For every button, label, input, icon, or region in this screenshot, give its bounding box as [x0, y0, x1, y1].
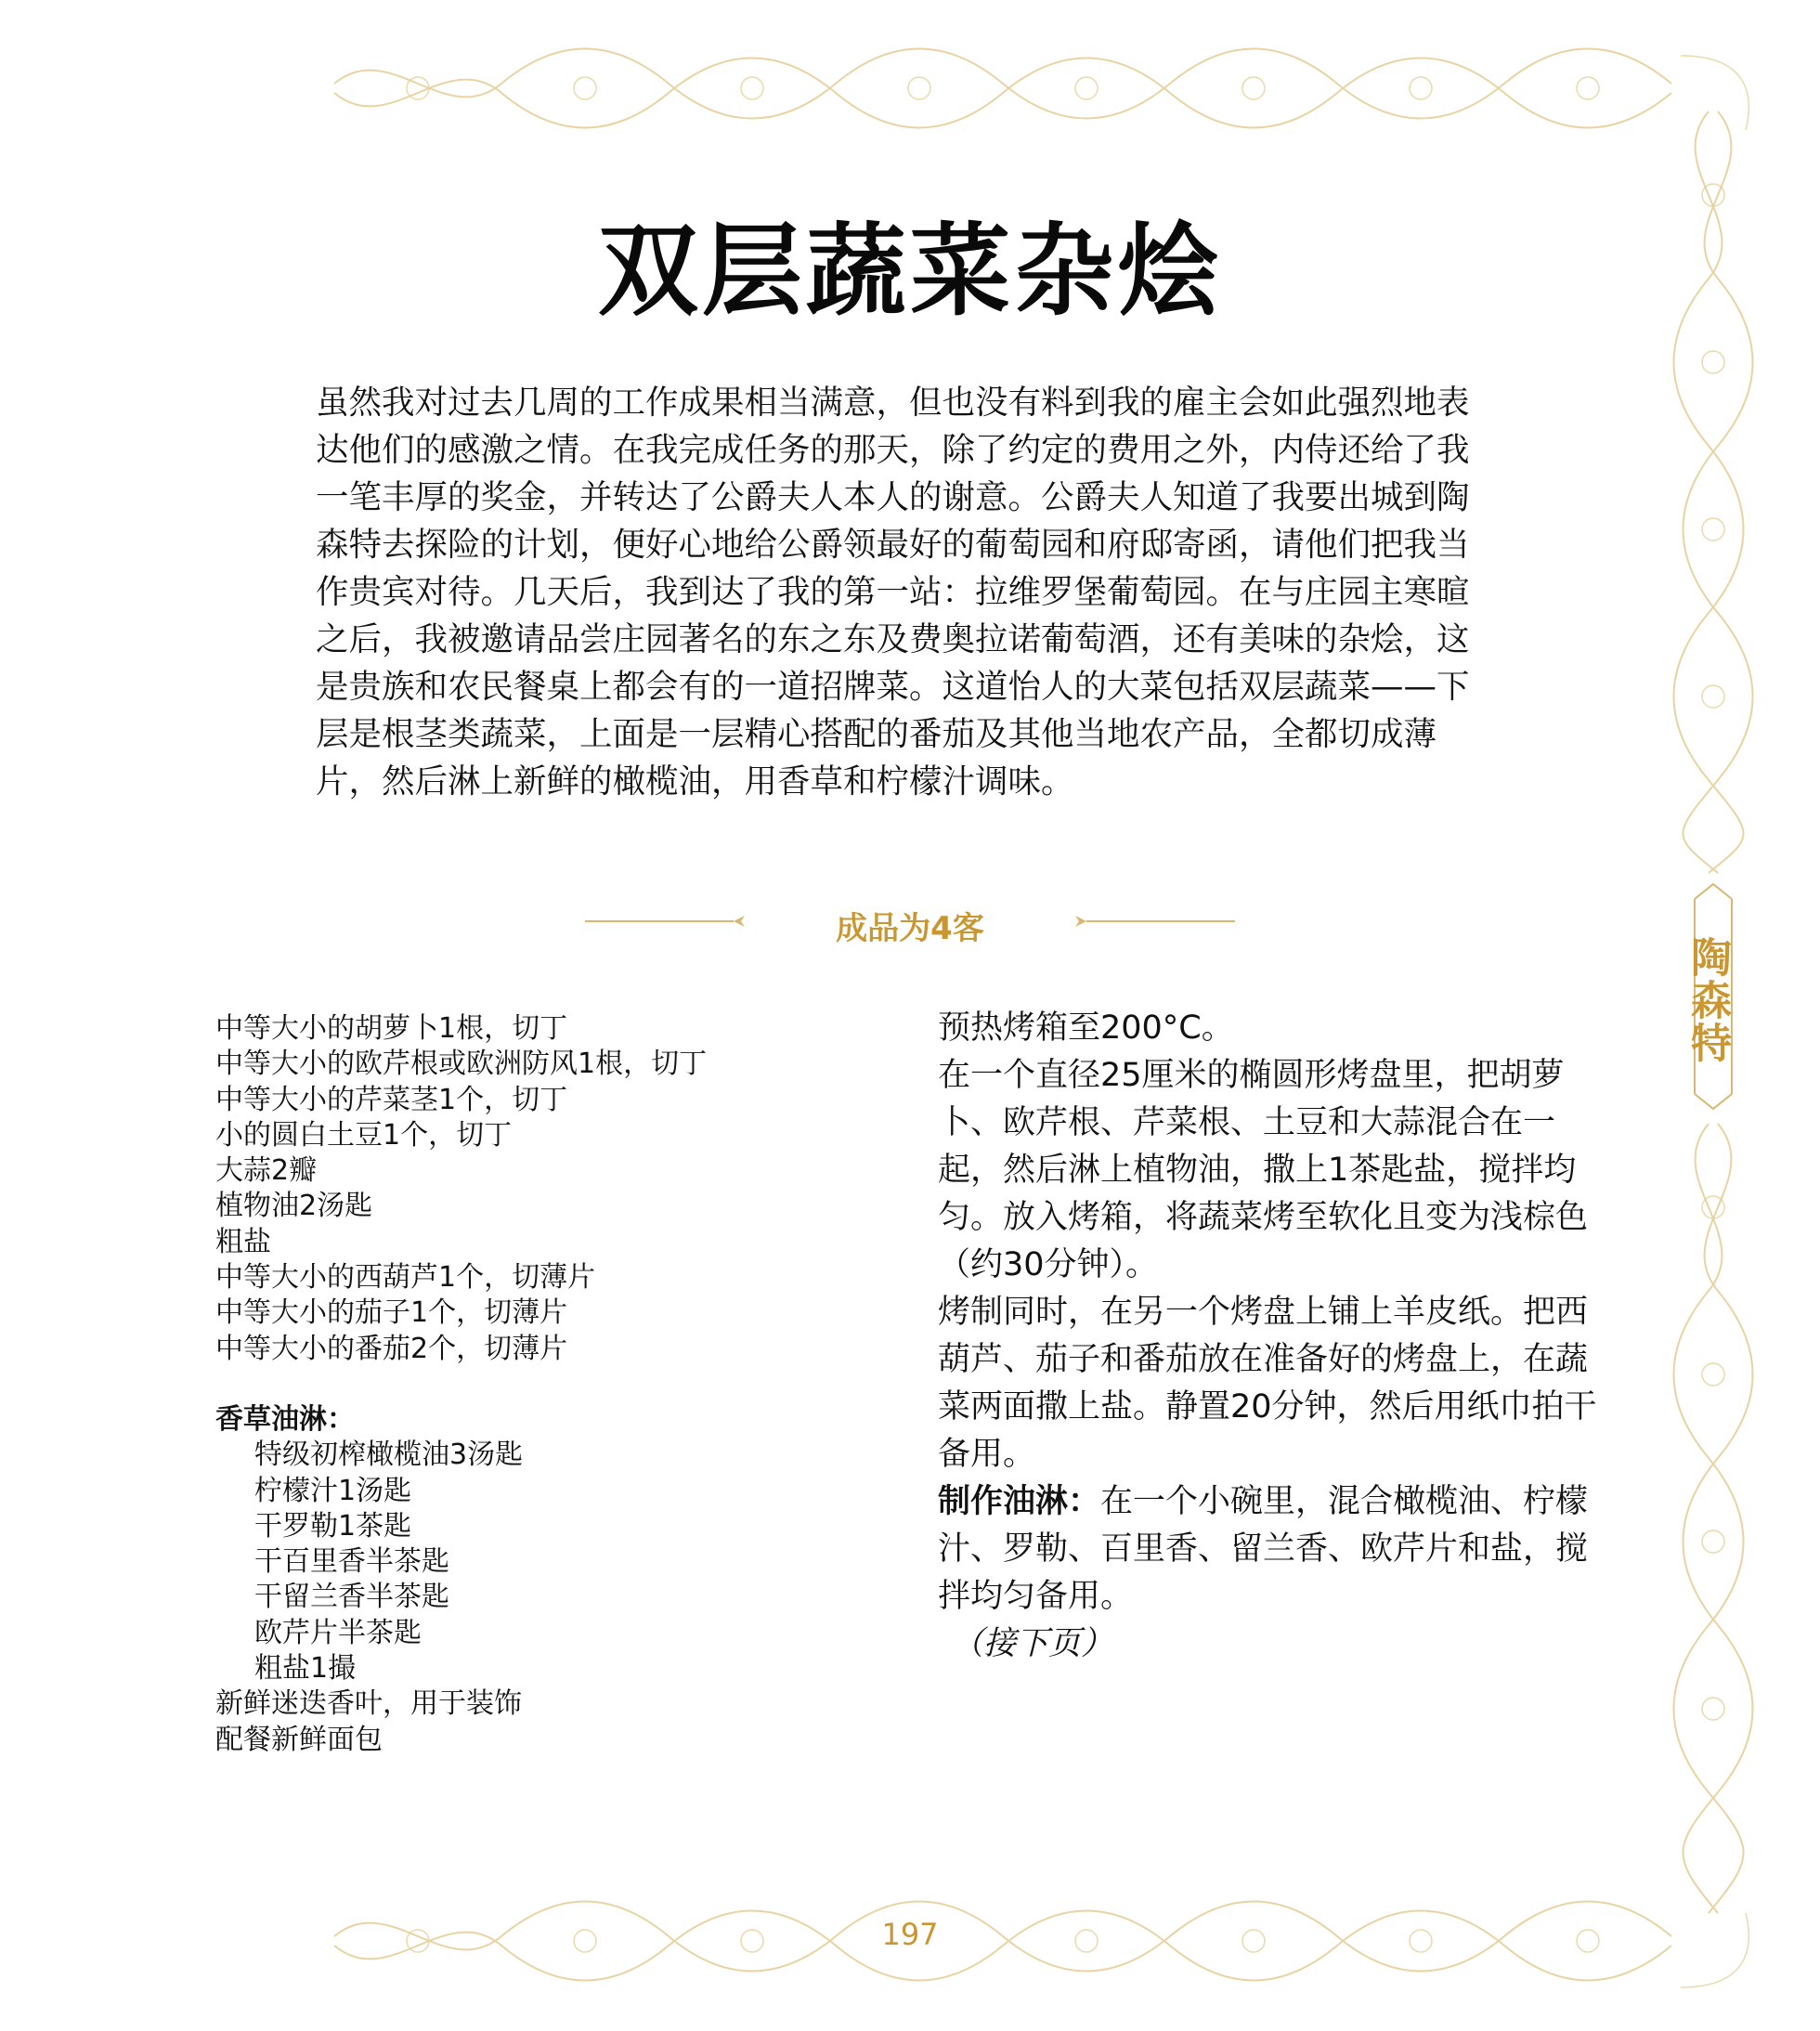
recipe-intro [316, 379, 1495, 805]
drizzle-item: 干百里香半茶匙 [254, 1545, 449, 1579]
step-drizzle-text: 在一个小碗里，混合橄榄油、柠檬汁、罗勒、百里香、留兰香、欧芹片和盐，搅拌均匀备用。 [938, 1483, 1589, 1615]
ingredients-list [215, 1011, 884, 1758]
step-drizzle [938, 1478, 1606, 1621]
step-text: 烤制同时，在另一个烤盘上铺上羊皮纸。把西葫芦、茄子和番茄放在准备好的烤盘上，在蔬菜两面撒上盐。静置20分钟，然后用纸巾拍干备用。 [938, 1294, 1597, 1473]
divider-right [1068, 912, 1235, 931]
ingredient-item: 中等大小的芹菜茎1个，切丁 [215, 1083, 568, 1116]
instructions [938, 1005, 1606, 1668]
ingredient-item: 中等大小的番茄2个，切薄片 [215, 1332, 568, 1365]
drizzle-item: 特级初榨橄榄油3汤匙 [254, 1439, 524, 1472]
ingredient-item: 粗盐 [215, 1225, 271, 1258]
ingredient-item: 中等大小的欧芹根或欧洲防风1根，切丁 [215, 1048, 708, 1081]
ingredient-item: 植物油2汤匙 [215, 1190, 373, 1223]
intro-paragraph: 虽然我对过去几周的工作成果相当满意，但也没有料到我的雇主会如此强烈地表达他们的感激之情。在我完成任务的那天，除了约定的费用之外，内侍还给了我一笔丰厚的奖金，并转达了公爵夫人本人的谢意。公爵夫人知道了我要出城到陶森特去探险的计划，便好心地给公爵领最好的葡萄园和府邸寄函，请他们把我当作贵宾对待。几天后，我到达了我的第一站：拉维罗堡葡萄园。在与庄园主寒暄之后，我被邀请品尝庄园著名的东之东及费奥拉诺葡萄酒，还有美味的杂烩，这是贵族和农民餐桌上都会有的一道招牌菜。这道怡人的大菜包括双层蔬菜——下层是根茎类蔬菜，上面是一层精心搭配的番茄及其他当地农产品，全都切成薄片，然后淋上新鲜的橄榄油，用香草和柠檬汁调味。 [316, 384, 1470, 801]
drizzle-item: 干罗勒1茶匙 [254, 1509, 412, 1543]
drizzle-item: 干留兰香半茶匙 [254, 1581, 449, 1614]
extra-item: 新鲜迷迭香叶，用于装饰 [215, 1687, 522, 1721]
servings-label: 成品为4客 [836, 910, 984, 947]
drizzle-item: 粗盐1撮 [254, 1652, 357, 1686]
extra-item: 配餐新鲜面包 [215, 1723, 383, 1756]
drizzle-heading: 香草油淋： [215, 1402, 355, 1436]
step-text: 预热烤箱至200°C。 [938, 1009, 1234, 1047]
continued-note: （接下页） [951, 1625, 1114, 1662]
ingredient-item: 中等大小的西葫芦1个，切薄片 [215, 1261, 596, 1295]
recipe-title: 双层蔬菜杂烩 [597, 214, 1222, 330]
ingredient-item: 中等大小的胡萝卜1根，切丁 [215, 1012, 568, 1045]
step-text: 在一个直径25厘米的椭圆形烤盘里，把胡萝卜、欧芹根、芹菜根、土豆和大蒜混合在一起，然后淋上植物油，撒上1茶匙盐，搅拌均匀。放入烤箱，将蔬菜烤至软化且变为浅棕色（约30分钟）。 [938, 1057, 1589, 1283]
page-number: 197 [881, 1917, 939, 1952]
step-drizzle-label: 制作油淋： [938, 1483, 1101, 1520]
ingredient-item: 大蒜2瓣 [215, 1154, 318, 1188]
ingredient-item: 中等大小的茄子1个，切薄片 [215, 1296, 568, 1330]
section-tab-label: 陶森特 [1684, 936, 1731, 1064]
ingredient-item: 小的圆白土豆1个，切丁 [215, 1118, 513, 1152]
drizzle-item: 欧芹片半茶匙 [254, 1616, 422, 1649]
drizzle-item: 柠檬汁1汤匙 [254, 1474, 412, 1507]
